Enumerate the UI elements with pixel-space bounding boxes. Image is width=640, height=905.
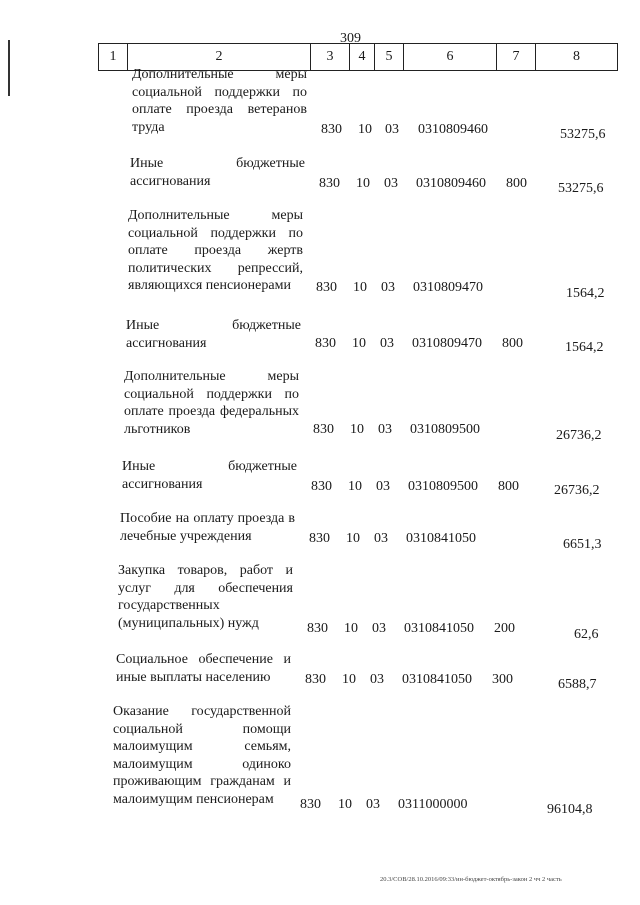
cell-col3: 830: [321, 122, 342, 137]
cell-col5: 03: [384, 176, 398, 191]
column-header-2: 2: [128, 44, 311, 71]
cell-col4: 10: [344, 621, 358, 636]
cell-col8: 26736,2: [554, 483, 600, 498]
cell-col7: 800: [506, 176, 527, 191]
cell-col4: 10: [353, 280, 367, 295]
column-header-7: 7: [497, 44, 536, 71]
cell-col4: 10: [338, 797, 352, 812]
cell-col4: 10: [350, 422, 364, 437]
row-description: Дополнительные меры социальной поддержки по оплате проезда ветеранов труда: [132, 67, 307, 135]
cell-col6: 0310809460: [416, 176, 486, 191]
page-number: 309: [340, 31, 361, 46]
cell-col5: 03: [378, 422, 392, 437]
cell-col8: 1564,2: [566, 286, 605, 301]
cell-col3: 830: [300, 797, 321, 812]
cell-col6: 0311000000: [398, 797, 468, 812]
cell-col7: 800: [502, 336, 523, 351]
row-description: Закупка товаров, работ и услуг для обеспечения государственных (муниципальных) нужд: [118, 563, 293, 631]
cell-col5: 03: [374, 531, 388, 546]
cell-col5: 03: [385, 122, 399, 137]
cell-col7: 200: [494, 621, 515, 636]
cell-col8: 1564,2: [565, 340, 604, 355]
cell-col5: 03: [366, 797, 380, 812]
column-header-6: 6: [404, 44, 497, 71]
cell-col3: 830: [319, 176, 340, 191]
footer-file-reference: 20.3/СОВ/28.10.2016/09:33/ин-бюджет-октябрь-закон 2 чч 2 часть: [380, 876, 562, 883]
cell-col3: 830: [309, 531, 330, 546]
cell-col6: 0310809500: [408, 479, 478, 494]
cell-col3: 830: [305, 672, 326, 687]
row-description: Иные бюджетные ассигнования: [126, 318, 301, 351]
row-description: Дополнительные меры социальной поддержки по оплате проезда федеральных льготников: [124, 369, 299, 437]
cell-col8: 26736,2: [556, 428, 602, 443]
cell-col6: 0310809460: [418, 122, 488, 137]
cell-col3: 830: [311, 479, 332, 494]
cell-col6: 0310809470: [413, 280, 483, 295]
column-header-1: 1: [99, 44, 128, 71]
cell-col8: 6588,7: [558, 677, 597, 692]
cell-col8: 53275,6: [560, 127, 606, 142]
row-description: Дополнительные меры социальной поддержки по оплате проезда жертв политических репрессий, являющихся пенсионерами: [128, 208, 303, 293]
row-description: Иные бюджетные ассигнования: [130, 156, 305, 189]
cell-col3: 830: [307, 621, 328, 636]
cell-col3: 830: [315, 336, 336, 351]
cell-col8: 6651,3: [563, 537, 602, 552]
cell-col7: 300: [492, 672, 513, 687]
cell-col4: 10: [356, 176, 370, 191]
column-header-3: 3: [311, 44, 350, 71]
row-description: Пособие на оплату проезда в лечебные учреждения: [120, 511, 295, 544]
margin-mark: [8, 40, 10, 96]
row-description: Оказание государственной социальной помощи малоимущим семьям, малоимущим одиноко проживающим гражданам и малоимущим пенсионерам: [113, 704, 291, 807]
cell-col4: 10: [342, 672, 356, 687]
row-description: Социальное обеспечение и иные выплаты населению: [116, 652, 291, 685]
cell-col6: 0310809500: [410, 422, 480, 437]
cell-col8: 53275,6: [558, 181, 604, 196]
cell-col8: 62,6: [574, 627, 599, 642]
cell-col4: 10: [352, 336, 366, 351]
cell-col5: 03: [376, 479, 390, 494]
cell-col4: 10: [348, 479, 362, 494]
cell-col3: 830: [313, 422, 334, 437]
cell-col6: 0310841050: [402, 672, 472, 687]
cell-col8: 96104,8: [547, 802, 593, 817]
cell-col5: 03: [370, 672, 384, 687]
cell-col5: 03: [381, 280, 395, 295]
column-header-4: 4: [350, 44, 375, 71]
cell-col6: 0310841050: [406, 531, 476, 546]
cell-col6: 0310809470: [412, 336, 482, 351]
cell-col3: 830: [316, 280, 337, 295]
column-header-8: 8: [536, 44, 618, 71]
cell-col5: 03: [372, 621, 386, 636]
cell-col6: 0310841050: [404, 621, 474, 636]
row-description: Иные бюджетные ассигнования: [122, 459, 297, 492]
cell-col4: 10: [358, 122, 372, 137]
cell-col7: 800: [498, 479, 519, 494]
cell-col5: 03: [380, 336, 394, 351]
cell-col4: 10: [346, 531, 360, 546]
column-header-5: 5: [375, 44, 404, 71]
